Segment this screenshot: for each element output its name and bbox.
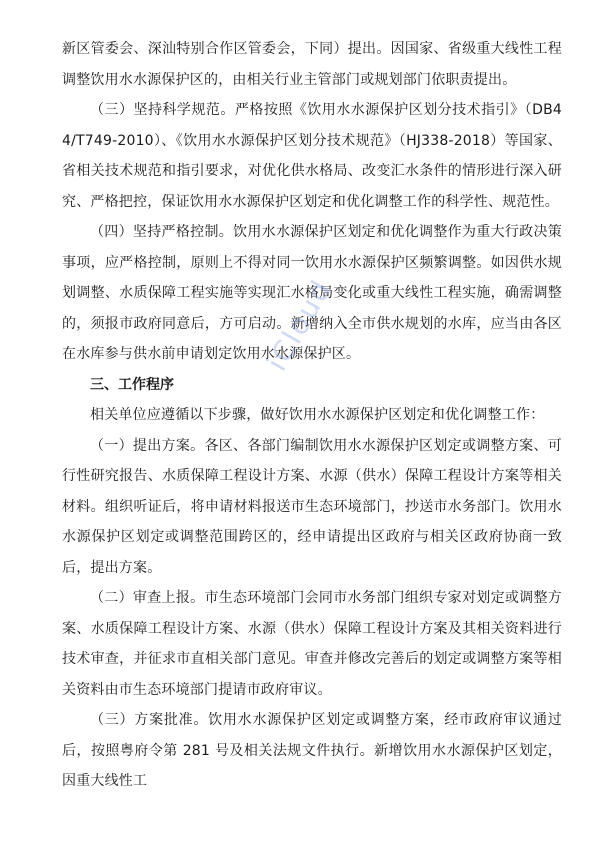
paragraph-step-3: （三）方案批准。饮用水水源保护区划定或调整方案，经市政府审议通过后，按照粤府令第 281 号及相关法规文件执行。新增饮用水水源保护区划定，因重大线性工: [62, 712, 562, 789]
watermark: iCloud: [260, 273, 339, 377]
document-body: [62, 34, 562, 797]
paragraph-step-1: （一）提出方案。各区、各部门编制饮用水水源保护区划定或调整方案、可行性研究报告、水质保障工程设计方案、水源（供水）保障工程设计方案等相关材料。组织听证后，将申请材料报送市生态环境部门，抄送市水务部门。饮用水水源保护区划定或调整范围跨区的，经申请提出区政府与相关区政府协商一致后，提出方案。: [62, 437, 562, 576]
section-heading: 三、工作程序: [90, 376, 174, 393]
paragraph-continuation: 新区管委会、深汕特别合作区管委会，下同）提出。因国家、省级重大线性工程调整饮用水水源保护区的，由相关行业主管部门或规划部门依职责提出。: [62, 41, 562, 88]
paragraph-principle-4: （四）坚持严格控制。饮用水水源保护区划定和优化调整作为重大行政决策事项，应严格控制，原则上不得对同一饮用水水源保护区频繁调整。如因供水规划调整、水质保障工程实施等实现汇水格局变化或重大线性工程实施，确需调整的，须报市政府同意后，方可启动。新增纳入全市供水规划的水库，应当由各区在水库参与供水前申请划定饮用水水源保护区。: [62, 224, 562, 362]
paragraph-intro: 相关单位应遵循以下步骤，做好饮用水水源保护区划定和优化调整工作：: [90, 407, 545, 423]
paragraph-step-2: （二）审查上报。市生态环境部门会同市水务部门组织专家对划定或调整方案、水质保障工程设计方案、水源（供水）保障工程设计方案及其相关资料进行技术审查，并征求市直相关部门意见。审查并修改完善后的划定或调整方案等相关资料由市生态环境部门提请市政府审议。: [62, 590, 562, 698]
paragraph-principle-3: （三）坚持科学规范。严格按照《饮用水水源保护区划分技术指引》（DB44/T749-2010）、《饮用水水源保护区划分技术规范》（HJ338-2018）等国家、省相关技术规范和指引要求，对优化供水格局、改变汇水条件的情形进行深入研究、严格把控，保证饮用水水源保护区划定和优化调整工作的科学性、规范性。: [62, 102, 562, 210]
